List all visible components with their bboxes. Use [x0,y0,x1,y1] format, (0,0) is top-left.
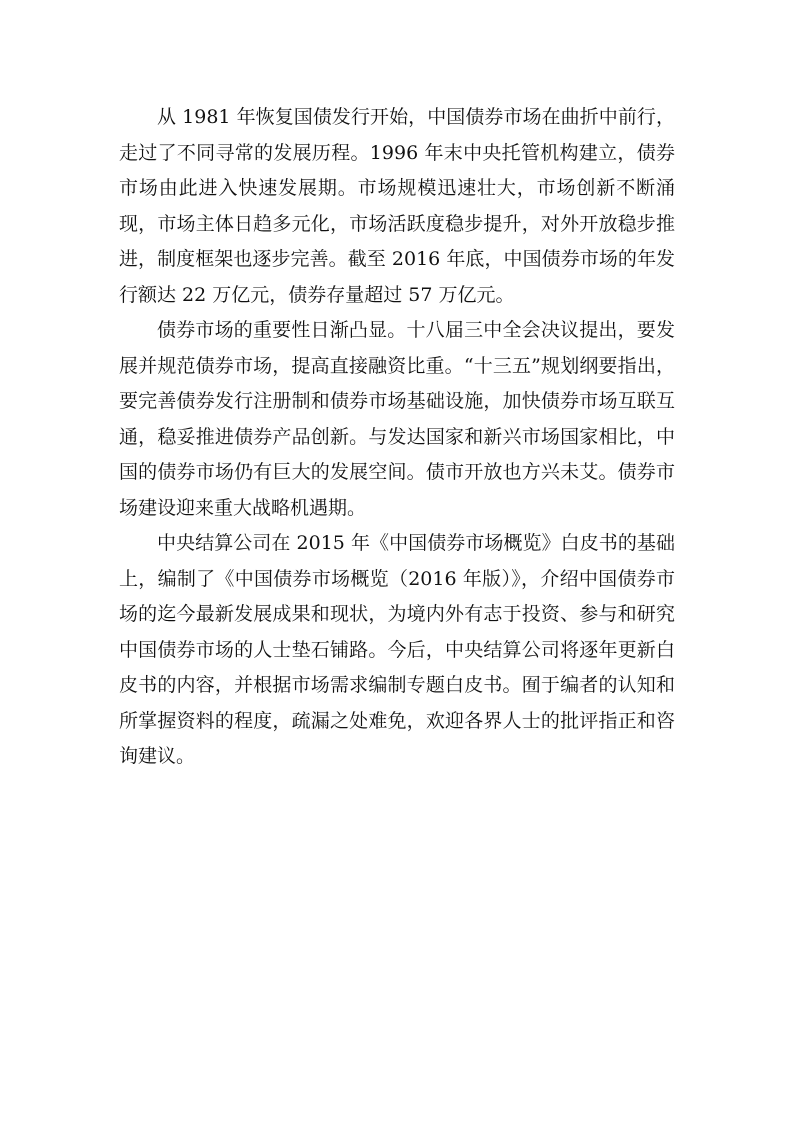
paragraph-3: 中央结算公司在 2015 年《中国债券市场概览》白皮书的基础上，编制了《中国债券市场概览（2016 年版）》，介绍中国债券市场的迄今最新发展成果和现状，为境内外有志于投资、参与和研究中国债券市场的人士垫石铺路。今后，中央结算公司将逐年更新白皮书的内容，并根据市场需求编制专题白皮书。囿于编者的认知和所掌握资料的程度，疏漏之处难免，欢迎各界人士的批评指正和咨询建议。 [119,532,675,767]
paragraph-1: 从 1981 年恢复国债发行开始，中国债券市场在曲折中前行，走过了不同寻常的发展历程。1996 年末中央托管机构建立，债券市场由此进入快速发展期。市场规模迅速壮大，市场创新不断涌现，市场主体日趋多元化，市场活跃度稳步提升，对外开放稳步推进，制度框架也逐步完善。截至 2016 年底，中国债券市场的年发行额达 22 万亿元，债券存量超过 57 万亿元。 [119,106,675,306]
paragraph-2: 债券市场的重要性日渐凸显。十八届三中全会决议提出，要发展并规范债券市场，提高直接融资比重。“十三五”规划纲要指出，要完善债券发行注册制和债券市场基础设施，加快债券市场互联互通，稳妥推进债券产品创新。与发达国家和新兴市场国家相比，中国的债券市场仍有巨大的发展空间。债市开放也方兴未艾。债券市场建设迎来重大战略机遇期。 [119,319,675,519]
document-body [119,100,675,775]
